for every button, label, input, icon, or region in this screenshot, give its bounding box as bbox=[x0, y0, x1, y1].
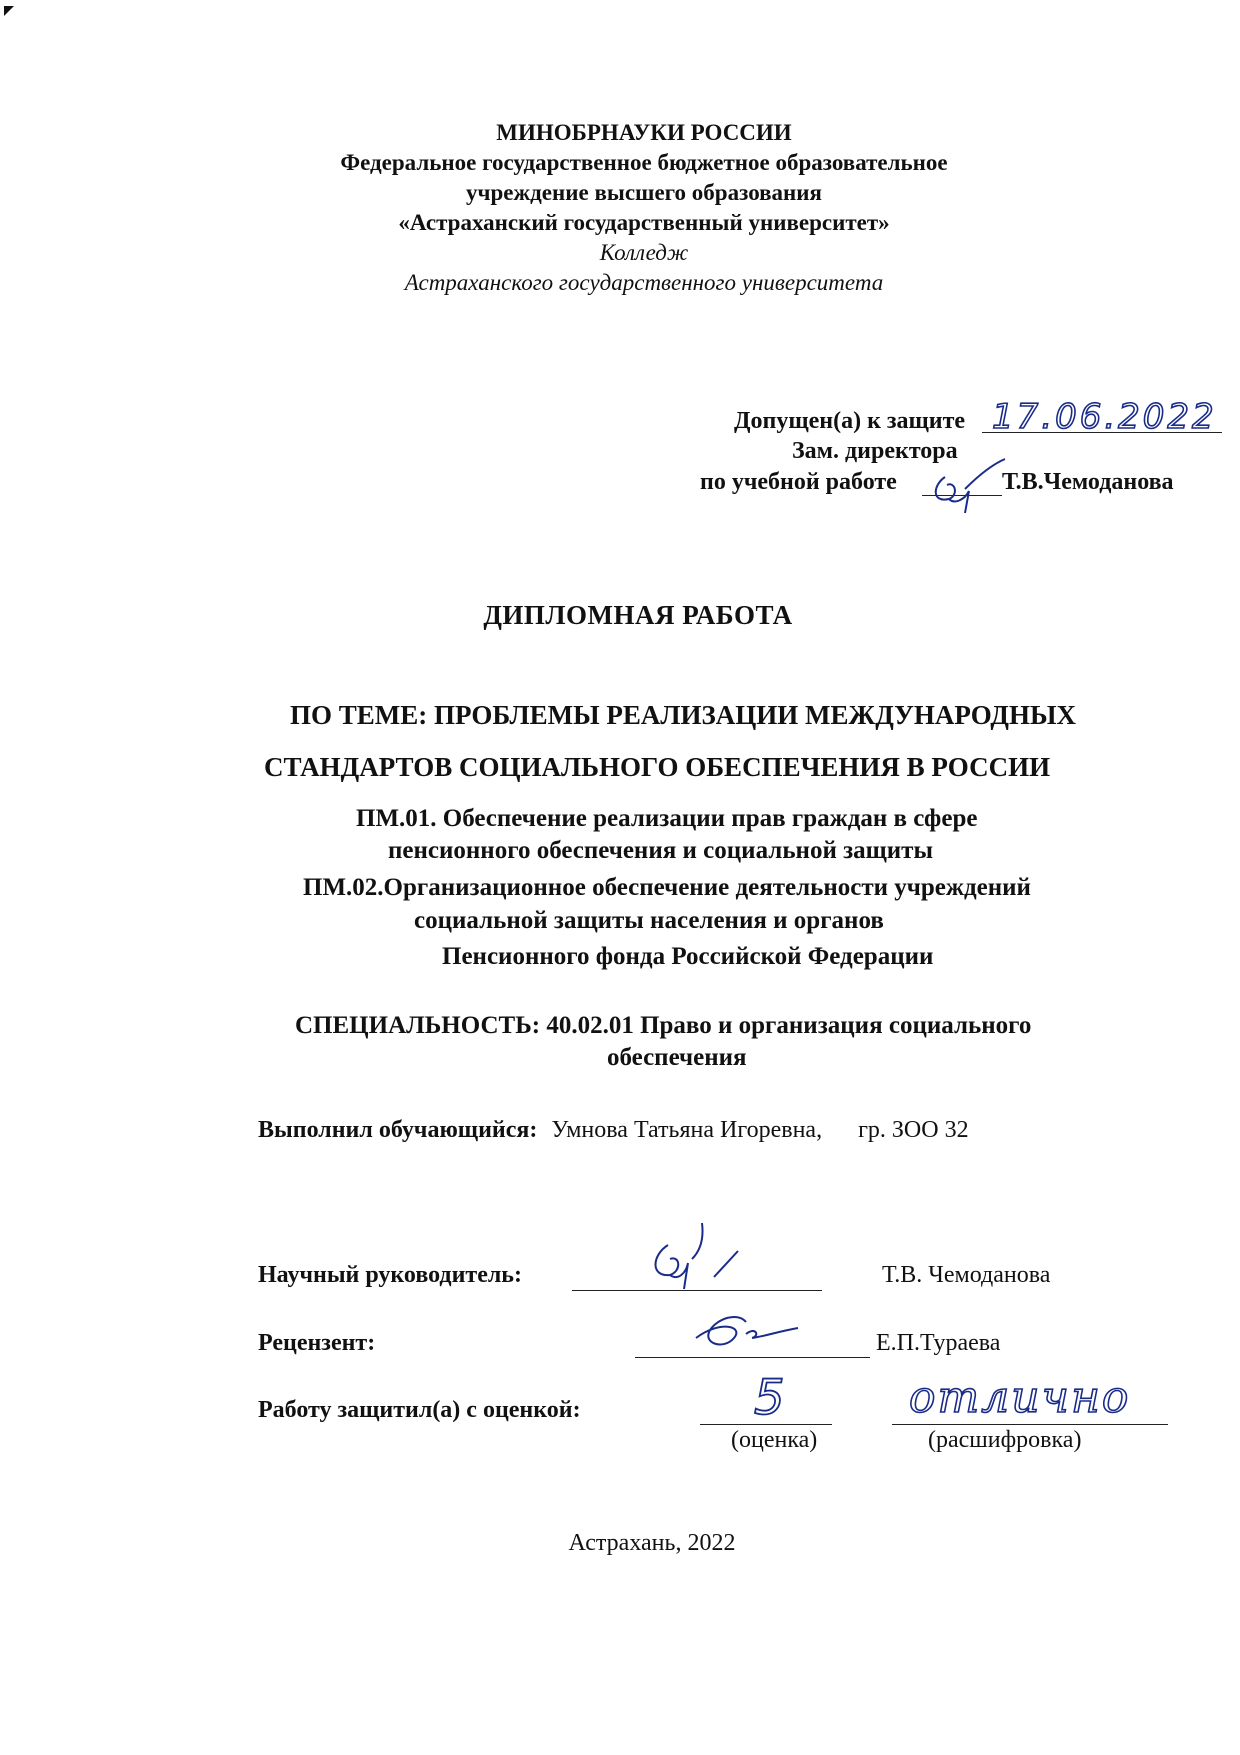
svg-text:5: 5 bbox=[754, 1370, 785, 1426]
grade-text-line bbox=[892, 1424, 1168, 1425]
college-line-1: Колледж bbox=[599, 240, 689, 265]
svg-text:17.06.2022: 17.06.2022 bbox=[992, 397, 1217, 437]
reviewer-signature bbox=[690, 1300, 800, 1356]
reviewer-name: Е.П.Тураева bbox=[876, 1330, 1001, 1356]
admitted-label: Допущен(а) к защите bbox=[734, 408, 966, 434]
handwritten-date bbox=[990, 396, 1220, 436]
author-label: Выполнил обучающийся: bbox=[258, 1117, 538, 1143]
specialty-label: СПЕЦИАЛЬНОСТЬ: bbox=[295, 1012, 541, 1039]
college-line-2: Астраханского государственного университета bbox=[404, 270, 884, 295]
topic-line-2: СТАНДАРТОВ СОЦИАЛЬНОГО ОБЕСПЕЧЕНИЯ В РОССИИ bbox=[264, 752, 1051, 782]
pm01-line-2: пенсионного обеспечения и социальной защиты bbox=[388, 837, 933, 864]
pm02-line-3: Пенсионного фонда Российской Федерации bbox=[442, 943, 934, 970]
document-type: ДИПЛОМНАЯ РАБОТА bbox=[483, 600, 793, 630]
specialty-value-2: обеспечения bbox=[607, 1044, 747, 1071]
pm02-line-2: социальной защиты населения и органов bbox=[414, 907, 884, 934]
svg-text:отлично: отлично bbox=[909, 1372, 1131, 1423]
author-line bbox=[258, 1117, 969, 1144]
grade-caption: (оценка) bbox=[731, 1427, 818, 1453]
grade-label: Работу защитил(а) с оценкой: bbox=[258, 1397, 581, 1423]
grade-text-caption: (расшифровка) bbox=[928, 1427, 1082, 1453]
university-name: «Астраханский государственный университет» bbox=[398, 210, 890, 235]
author-name: Умнова Татьяна Игоревна, bbox=[551, 1117, 823, 1143]
header-block bbox=[0, 118, 1240, 298]
ministry-name: МИНОБРНАУКИ РОССИИ bbox=[496, 120, 792, 145]
deputy-line-1: Зам. директора bbox=[792, 438, 958, 464]
grade-handwritten bbox=[748, 1364, 798, 1424]
org-line-1: Федеральное государственное бюджетное образовательное bbox=[340, 150, 948, 175]
grade-text-handwritten bbox=[905, 1372, 1135, 1424]
specialty-line bbox=[295, 1012, 1031, 1040]
pm01-line-1: ПМ.01. Обеспечение реализации прав граждан в сфере bbox=[356, 805, 978, 832]
reviewer-signature-line bbox=[635, 1357, 870, 1358]
reviewer-label: Рецензент: bbox=[258, 1330, 376, 1356]
author-group: гр. ЗОО 32 bbox=[858, 1117, 969, 1143]
supervisor-label: Научный руководитель: bbox=[258, 1262, 522, 1288]
supervisor-name: Т.В. Чемоданова bbox=[882, 1262, 1051, 1288]
specialty-value: 40.02.01 Право и организация социального bbox=[546, 1012, 1032, 1039]
pm02-line-1: ПМ.02.Организационное обеспечение деятельности учреждений bbox=[303, 874, 1031, 901]
org-line-2: учреждение высшего образования bbox=[466, 180, 822, 205]
deputy-line-2: по учебной работе bbox=[700, 469, 897, 495]
supervisor-signature bbox=[640, 1215, 750, 1295]
deputy-name: Т.В.Чемоданова bbox=[1002, 469, 1174, 495]
topic-line-1: ПО ТЕМЕ: ПРОБЛЕМЫ РЕАЛИЗАЦИИ МЕЖДУНАРОДНЫХ bbox=[290, 700, 1077, 730]
city-year: Астрахань, 2022 bbox=[568, 1530, 736, 1556]
scan-corner-mark bbox=[4, 6, 14, 16]
